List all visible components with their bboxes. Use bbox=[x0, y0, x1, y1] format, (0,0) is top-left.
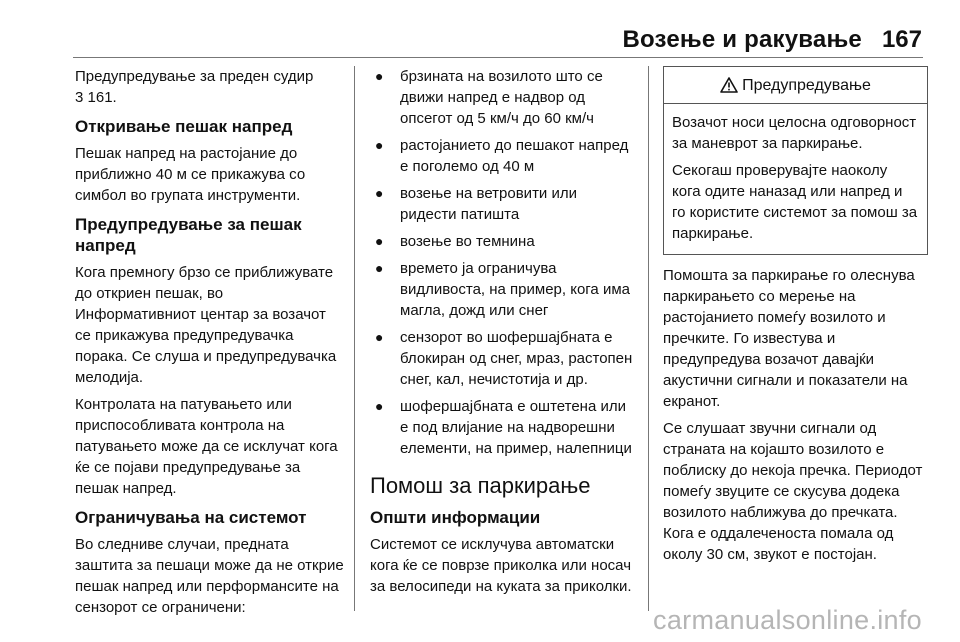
paragraph: Системот се исклучува автоматски кога ќе се поврзе приколка или носач за велосипеди на куката за приколки. bbox=[370, 536, 632, 595]
warning-title: Предупредување bbox=[742, 76, 871, 94]
list-item: ● возење во темнина bbox=[375, 233, 535, 250]
heading-general-info: Општи информации bbox=[370, 508, 541, 527]
heading-pedestrian-warning: Предупредување за пешак напред bbox=[75, 215, 302, 255]
paragraph: Помошта за паркирање го олеснува паркирањето со мерење на растојанието помеѓу возилото и пречките. Го известува и предупредува возачот давајќи акустични сигнали и показатели на екранот. bbox=[663, 267, 915, 410]
column-divider-2 bbox=[648, 66, 649, 611]
header-rule bbox=[73, 57, 923, 58]
page-reference[interactable]: 3 161. bbox=[75, 89, 117, 106]
section-title-parking-assist: Помош за паркирање bbox=[370, 473, 591, 498]
paragraph: Се слушаат звучни сигнали од страната на којашто возилото е поблиску до некоја пречка. Периодот помеѓу звуците се скусува додека возилото наближува до пречката. Кога е оддалеченоста помала од околу 30 см, звукот е постојан. bbox=[663, 420, 923, 563]
warning-box bbox=[663, 66, 928, 255]
bullet-dot: ● bbox=[375, 398, 384, 414]
paragraph: Контролата на патувањето или приспособливата контрола на патувањето може да се исклучат кога ќе се појави предупредување за пешак напред. bbox=[75, 396, 338, 497]
list-item: ● возење на ветровити или ридести патишта bbox=[375, 185, 577, 223]
paragraph: Кога премногу брзо се приближувате до откриен пешак, во Информативниот центар за возачот се прикажува предупредувачка порака. Се слуша и предупредувачка мелодија. bbox=[75, 264, 337, 386]
bullet-dot: ● bbox=[375, 68, 384, 84]
list-item: ● растојанието до пешакот напред е поголемо од 40 м bbox=[375, 137, 629, 175]
warning-header bbox=[664, 67, 927, 104]
warning-triangle-icon bbox=[720, 77, 738, 93]
page-number: 167 bbox=[881, 26, 922, 53]
column-3 bbox=[663, 66, 928, 571]
paragraph: Во следниве случаи, предната заштита за пешаци може да не открие пешак напред или перформансите на сензорот се ограничени: bbox=[75, 536, 344, 616]
heading-pedestrian-detection: Откривање пешак напред bbox=[75, 117, 293, 136]
list-item: ● времето ја ограничува видливоста, на пример, кога има магла, дожд или снег bbox=[375, 260, 630, 319]
column-2 bbox=[370, 66, 633, 603]
column-1 bbox=[75, 66, 345, 624]
bullet-dot: ● bbox=[375, 233, 384, 249]
heading-system-limitations: Ограничувања на системот bbox=[75, 508, 307, 527]
list-item: ● сензорот во шофершајбната е блокиран од снег, мраз, растопен снег, кал, нечистотија и др. bbox=[375, 329, 633, 388]
paragraph bbox=[75, 66, 345, 108]
watermark: carmanualsonline.info bbox=[653, 605, 922, 635]
paragraph: Возачот носи целосна одговорност за маневрот за паркирање. bbox=[672, 114, 917, 152]
limitations-list bbox=[370, 66, 633, 459]
column-divider-1 bbox=[354, 66, 355, 611]
bullet-dot: ● bbox=[375, 185, 384, 201]
page-header bbox=[622, 20, 922, 60]
bullet-dot: ● bbox=[375, 137, 384, 153]
list-item: ● шофершајбната е оштетена или е под влијание на надворешни елементи, на пример, налепници bbox=[375, 398, 632, 457]
paragraph: Секогаш проверувајте наоколу кога одите наназад или напред и го користите системот за помош за паркирање. bbox=[672, 162, 918, 242]
chapter-title: Возење и ракување bbox=[622, 26, 862, 53]
list-item: ● брзината на возилото што се движи напред е надвор од опсегот од 5 км/ч до 60 км/ч bbox=[375, 68, 603, 127]
warning-body bbox=[664, 104, 927, 254]
bullet-dot: ● bbox=[375, 329, 384, 345]
paragraph: Пешак напред на растојание до приближно 40 м се прикажува со симбол во групата инструменти. bbox=[75, 145, 306, 204]
paragraph-text: Предупредување за преден судир bbox=[75, 68, 314, 85]
bullet-dot: ● bbox=[375, 260, 384, 276]
